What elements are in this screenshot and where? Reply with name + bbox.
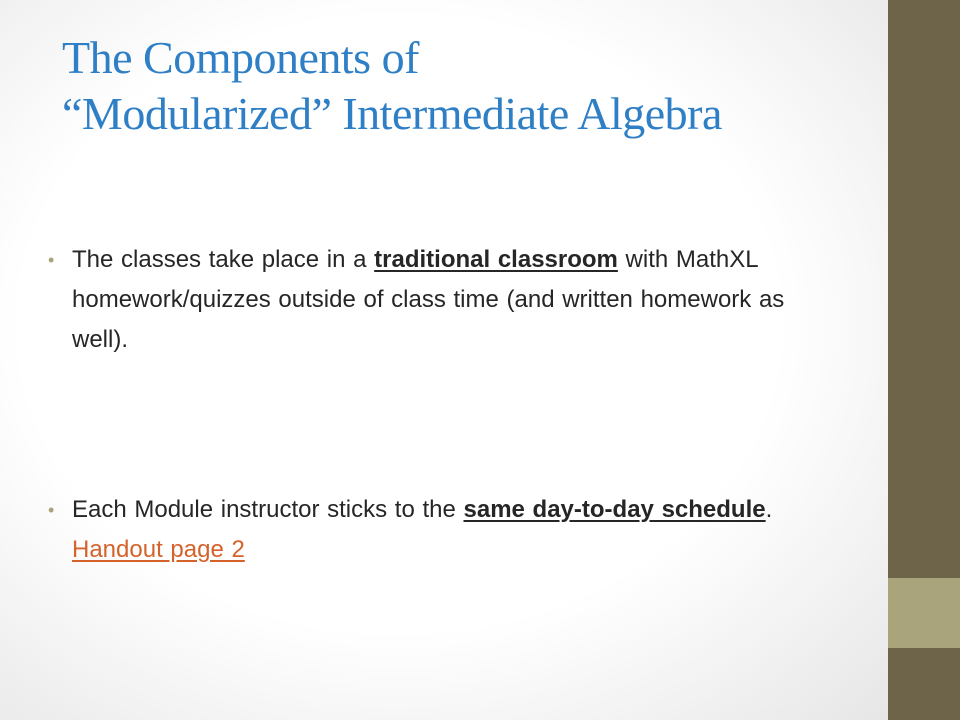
- bullet-item-classroom: [48, 240, 838, 360]
- bullet-1-text-end: with MathXL homework/quizzes outside of class time (and written homework as well).: [72, 246, 785, 353]
- title-line-2: “Modularized” Intermediate Algebra: [62, 88, 722, 139]
- bullet-2-text-end: .: [765, 496, 773, 523]
- bullet-1-emphasis: traditional classroom: [374, 246, 618, 273]
- slide-title: [62, 30, 872, 142]
- bullet-1-text: The classes take place in a: [72, 246, 375, 273]
- handout-link[interactable]: Handout page 2: [72, 536, 245, 563]
- bullet-dot-icon: •: [48, 500, 55, 520]
- bullet-list: [48, 240, 838, 570]
- side-bar-accent: [888, 578, 960, 648]
- bullet-2-emphasis: same day-to-day schedule: [463, 496, 766, 523]
- bullet-dot-icon: •: [48, 250, 55, 270]
- title-line-1: The Components of: [62, 32, 419, 83]
- bullet-item-schedule: [48, 490, 838, 570]
- bullet-2-text: Each Module instructor sticks to the: [72, 496, 464, 523]
